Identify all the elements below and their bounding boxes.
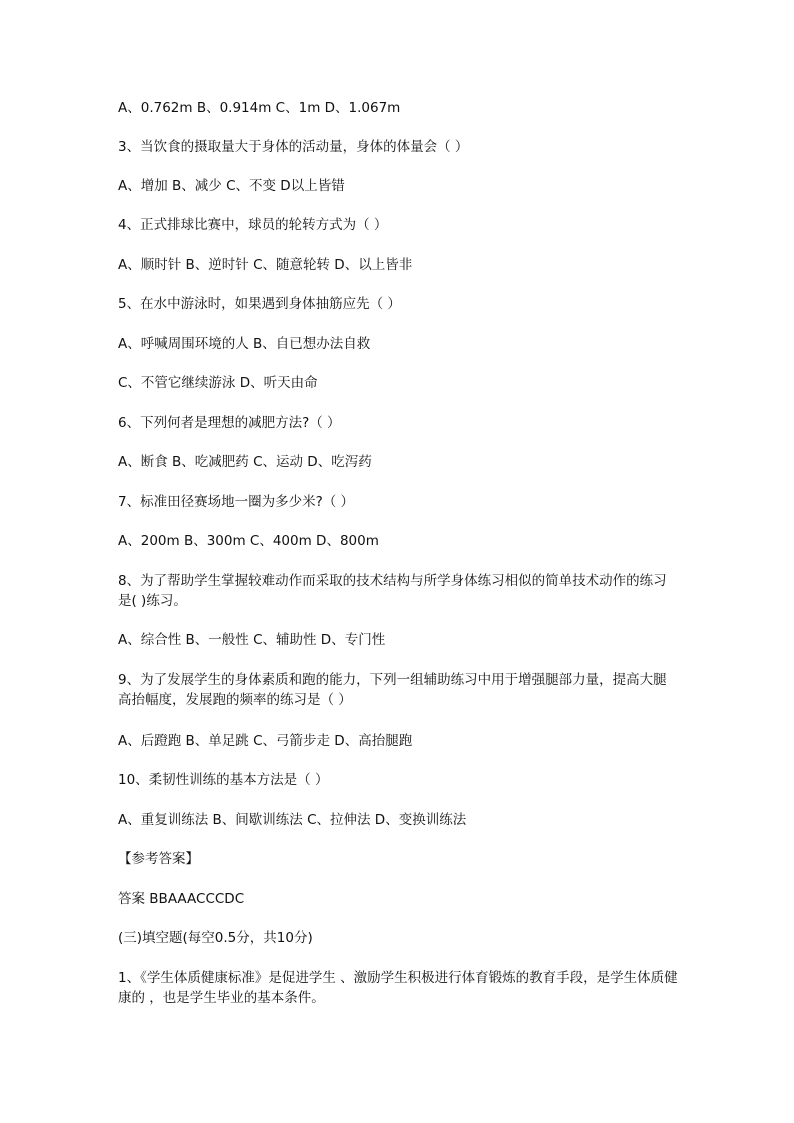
q5-options-cd: C、不管它继续游泳 D、听天由命 [118, 375, 318, 391]
q7-options: A、200m B、300m C、400m D、800m [118, 533, 379, 549]
q6-question: 6、下列何者是理想的减肥方法?（ ） [118, 415, 341, 431]
q5-question: 5、在水中游泳时，如果遇到身体抽筋应先（ ） [118, 296, 401, 312]
q6-options: A、断食 B、吃减肥药 C、运动 D、吃泻药 [118, 454, 372, 470]
reference-answer-heading: 【参考答案】 [118, 851, 199, 867]
q8-question: 8、为了帮助学生掌握较难动作而采取的技术结构与所学身体练习相似的简单技术动作的练习是( )练习。 [118, 573, 667, 609]
q5-options-ab: A、呼喊周围环境的人 B、自已想办法自救 [118, 336, 371, 352]
fill-blank-q1: 1、《学生体质健康标准》是促进学生 、激励学生积极进行体育锻炼的教育手段，是学生体质健康的 ，也是学生毕业的基本条件。 [118, 970, 678, 1006]
q2-options: A、0.762m B、0.914m C、1m D、1.067m [118, 100, 401, 116]
q4-options: A、顺时针 B、逆时针 C、随意轮转 D、以上皆非 [118, 257, 413, 273]
answer-key: 答案 BBAAACCCDC [118, 891, 245, 907]
q7-question: 7、标准田径赛场地一圈为多少米?（ ） [118, 494, 355, 510]
q8-options: A、综合性 B、一般性 C、辅助性 D、专门性 [118, 632, 386, 648]
q9-question: 9、为了发展学生的身体素质和跑的能力，下列一组辅助练习中用于增强腿部力量，提高大腿高抬幅度，发展跑的频率的练习是（ ） [118, 672, 667, 708]
q9-options: A、后蹬跑 B、单足跳 C、弓箭步走 D、高抬腿跑 [118, 733, 413, 749]
q3-options: A、增加 B、减少 C、不变 D以上皆错 [118, 178, 345, 194]
q3-question: 3、当饮食的摄取量大于身体的活动量，身体的体量会（ ） [118, 139, 469, 155]
section-three-heading: (三)填空题(每空0.5分，共10分) [118, 930, 313, 946]
q10-question: 10、柔韧性训练的基本方法是（ ） [118, 772, 329, 788]
q10-options: A、重复训练法 B、间歇训练法 C、拉伸法 D、变换训练法 [118, 812, 467, 828]
q4-question: 4、正式排球比赛中，球员的轮转方式为（ ） [118, 217, 388, 233]
